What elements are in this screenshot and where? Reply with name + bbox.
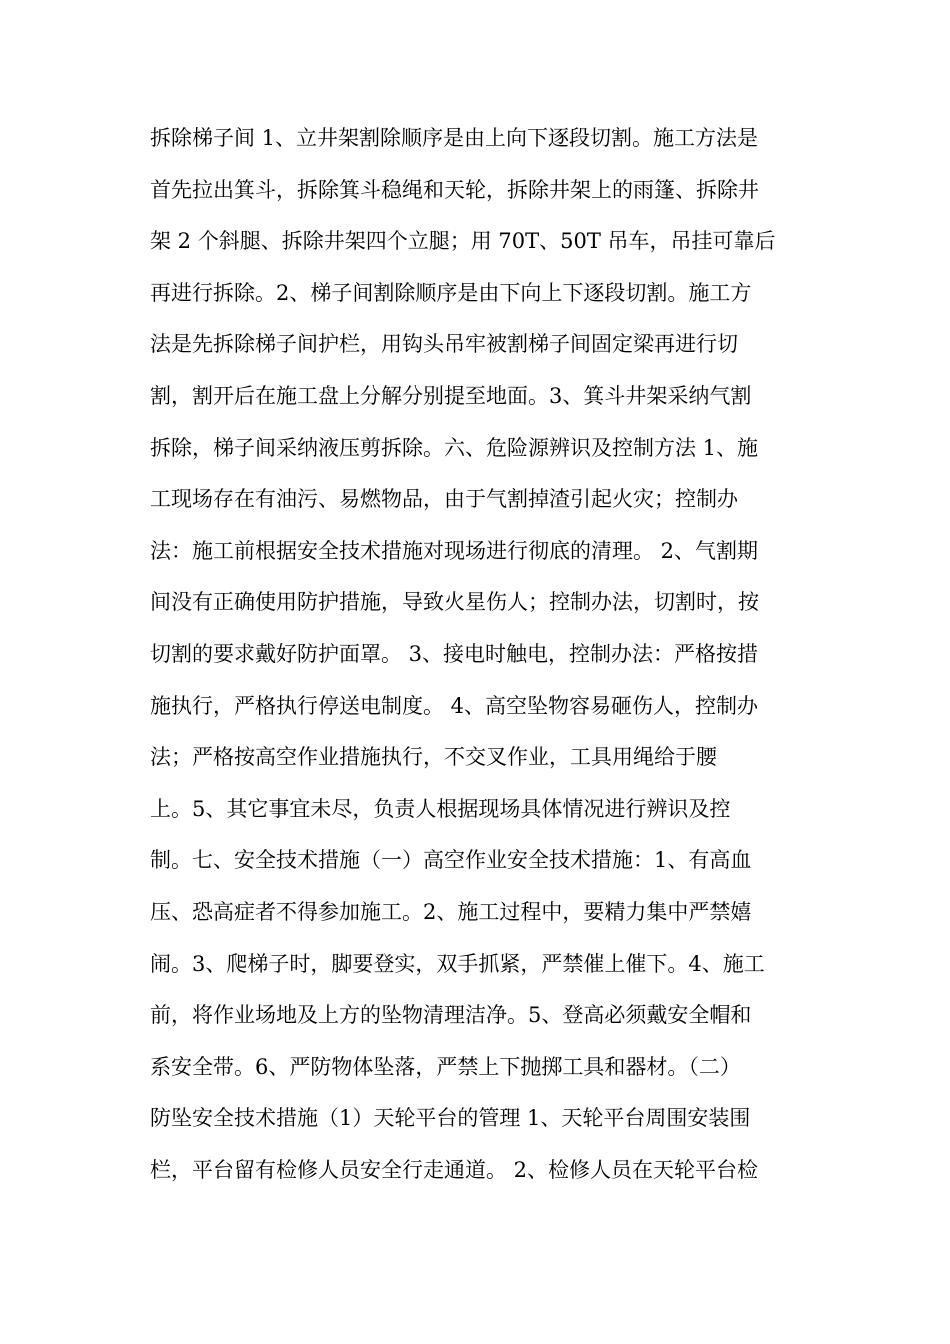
text-line: 首先拉出箕斗，拆除箕斗稳绳和天轮，拆除井架上的雨篷、拆除井 xyxy=(150,177,759,202)
body-text xyxy=(150,113,810,1196)
text-line: 制。七、安全技术措施（一）高空作业安全技术措施：1、有高血 xyxy=(150,848,752,873)
text-line: 再进行拆除。2、梯子间割除顺序是由下向上下逐段切割。施工方 xyxy=(150,280,752,305)
text-line: 间没有正确使用防护措施，导致火星伤人；控制办法，切割时，按 xyxy=(150,590,759,615)
text-line: 切割的要求戴好防护面罩。 3、接电时触电，控制办法：严格按措 xyxy=(150,641,759,666)
text-line: 施执行，严格执行停送电制度。 4、高空坠物容易砸伤人，控制办 xyxy=(150,693,759,718)
text-line: 法：施工前根据安全技术措施对现场进行彻底的清理。 2、气割期 xyxy=(150,538,759,563)
text-line: 拆除，梯子间采纳液压剪拆除。六、危险源辨识及控制方法 1、施 xyxy=(150,435,759,460)
text-line: 压、恐高症者不得参加施工。2、施工过程中，要精力集中严禁嬉 xyxy=(150,899,752,924)
text-line: 栏，平台留有检修人员安全行走通道。 2、检修人员在天轮平台检 xyxy=(150,1157,759,1182)
text-line: 防坠安全技术措施（1）天轮平台的管理 1、天轮平台周围安装围 xyxy=(150,1106,751,1131)
text-line: 法是先拆除梯子间护栏，用钩头吊牢被割梯子间固定梁再进行切 xyxy=(150,332,738,357)
text-line: 上。5、其它事宜未尽，负责人根据现场具体情况进行辨识及控 xyxy=(150,796,731,821)
text-line: 系安全带。6、严防物体坠落，严禁上下抛掷工具和器材。（二） xyxy=(150,1054,741,1079)
text-line: 法；严格按高空作业措施执行，不交叉作业，工具用绳给于腰 xyxy=(150,745,717,770)
text-line: 闹。3、爬梯子时，脚要登实，双手抓紧，严禁催上催下。4、施工 xyxy=(150,951,765,976)
text-line: 割，割开后在施工盘上分解分别提至地面。3、箕斗井架采纳气割 xyxy=(150,383,752,408)
text-line: 前，将作业场地及上方的坠物清理洁净。5、登高必须戴安全帽和 xyxy=(150,1003,752,1028)
text-line: 架 2 个斜腿、拆除井架四个立腿；用 70T、50T 吊车，吊挂可靠后 xyxy=(150,229,776,254)
text-line: 拆除梯子间 1、立井架割除顺序是由上向下逐段切割。施工方法是 xyxy=(150,126,759,150)
text-line: 工现场存在有油污、易燃物品，由于气割掉渣引起火灾；控制办 xyxy=(150,487,738,512)
